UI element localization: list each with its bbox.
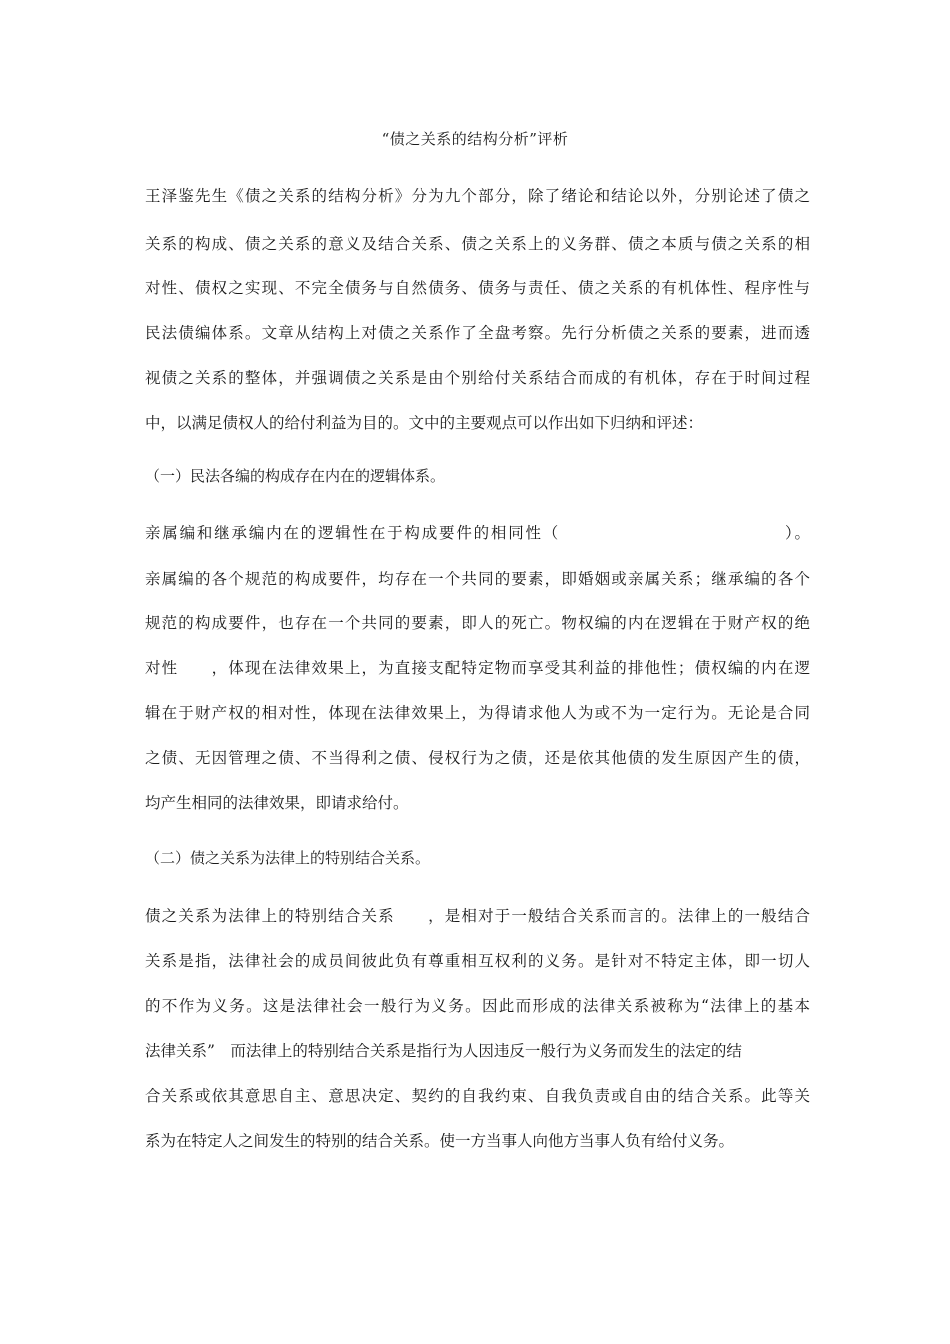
paragraph-line: 关系的构成、债之关系的意义及结合关系、债之关系上的义务群、债之本质与债之关系的相 bbox=[145, 235, 810, 253]
section-heading: （一）民法各编的构成存在内在的逻辑体系。 bbox=[145, 467, 446, 485]
paragraph-line: 王泽鉴先生《债之关系的结构分析》分为九个部分，除了绪论和结论以外，分别论述了债之 bbox=[145, 187, 810, 205]
paragraph-line: 均产生相同的法律效果，即请求给付。 bbox=[145, 794, 409, 812]
paragraph-line: 中，以满足债权人的给付利益为目的。文中的主要观点可以作出如下归纳和评述： bbox=[145, 414, 704, 432]
paragraph-line: 系为在特定人之间发生的特别的结合关系。使一方当事人向他方当事人负有给付义务。 bbox=[145, 1132, 735, 1150]
paragraph-line: 之债、无因管理之债、不当得利之债、侵权行为之债，还是依其他债的发生原因产生的债， bbox=[145, 749, 810, 767]
paragraph-line: 关系是指，法律社会的成员间彼此负有尊重相互权利的义务。是针对不特定主体，即一切人 bbox=[145, 952, 810, 970]
paragraph-line: 视债之关系的整体，并强调债之关系是由个别给付关系结合而成的有机体，存在于时间过程 bbox=[145, 369, 810, 387]
paragraph-line: 民法债编体系。文章从结构上对债之关系作了全盘考察。先行分析债之关系的要素，进而透 bbox=[145, 324, 810, 342]
paragraph-line: 辑在于财产权的相对性，体现在法律效果上，为得请求他人为或不为一定行为。无论是合同 bbox=[145, 704, 810, 722]
document-title: “债之关系的结构分析”评析 bbox=[381, 130, 569, 148]
paragraph-line: 亲属编和继承编内在的逻辑性在于构成要件的相同性（ ）。 bbox=[145, 524, 810, 542]
section-heading: （二）债之关系为法律上的特别结合关系。 bbox=[145, 849, 431, 867]
paragraph-line: 对性、债权之实现、不完全债务与自然债务、债务与责任、债之关系的有机体性、程序性与 bbox=[145, 279, 810, 297]
paragraph-line: 亲属编的各个规范的构成要件，均存在一个共同的要素，即婚姻或亲属关系；继承编的各个 bbox=[145, 570, 810, 588]
paragraph-line: 规范的构成要件，也存在一个共同的要素，即人的死亡。物权编的内在逻辑在于财产权的绝 bbox=[145, 614, 810, 632]
paragraph-line: 债之关系为法律上的特别结合关系 ，是相对于一般结合关系而言的。法律上的一般结合 bbox=[145, 907, 810, 925]
paragraph-line: 合关系或依其意思自主、意思决定、契约的自我约束、自我负责或自由的结合关系。此等关 bbox=[145, 1087, 810, 1105]
paragraph-line: 法律关系” 而法律上的特别结合关系是指行为人因违反一般行为义务而发生的法定的结 bbox=[145, 1042, 742, 1060]
paragraph-line: 对性 ，体现在法律效果上，为直接支配特定物而享受其利益的排他性；债权编的内在逻 bbox=[145, 659, 810, 677]
paragraph-line: 的不作为义务。这是法律社会一般行为义务。因此而形成的法律关系被称为“法律上的基本 bbox=[145, 997, 810, 1015]
